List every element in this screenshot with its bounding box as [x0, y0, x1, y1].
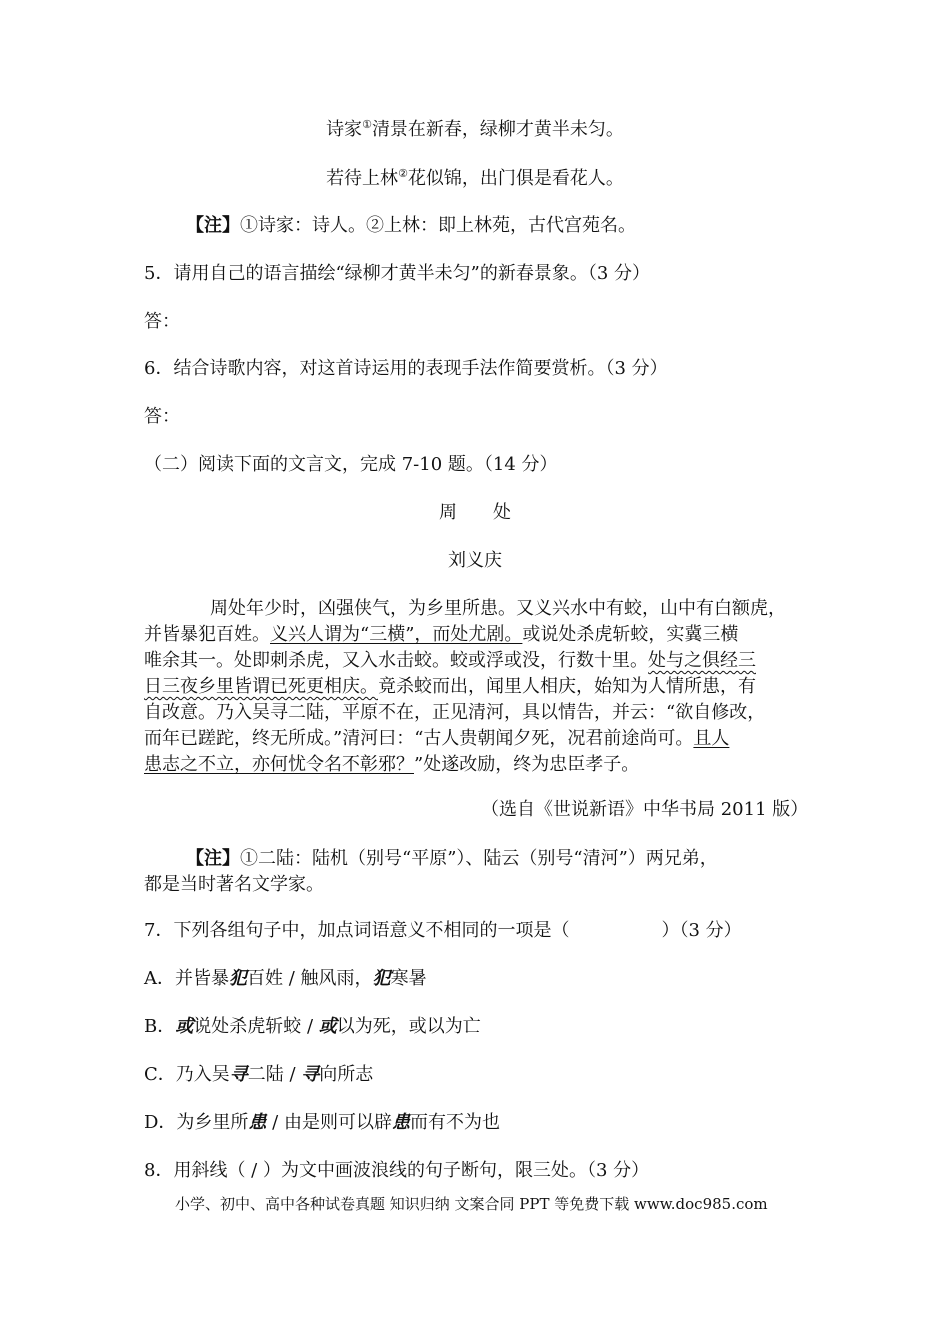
- poem-line-1: 诗家①清景在新春，绿柳才黄半未匀。: [326, 118, 624, 140]
- wavy-underlined-sentence: 处与之俱经三: [648, 650, 756, 671]
- article-author: 刘义庆: [448, 550, 502, 571]
- article-line: 自改意。乃入吴寻二陆，平原不在，正见清河，具以情告，并云：“欲自修改，: [144, 702, 766, 723]
- dotted-word: 或: [175, 1016, 194, 1037]
- article-note-line-1: 【注】①二陆：陆机（别号“平原”）、陆云（别号“清河”）两兄弟，: [186, 848, 718, 869]
- dotted-word: 或: [318, 1016, 337, 1037]
- article-line: 患志之不立，亦何忧令名不彰邪？”处遂改励，终为忠臣孝子。: [144, 754, 640, 775]
- article-note-line-2: 都是当时著名文学家。: [144, 874, 324, 895]
- question-5: 5．请用自己的语言描绘“绿柳才黄半未匀”的新春景象。（3 分）: [144, 263, 651, 284]
- dotted-word: 犯: [229, 968, 247, 989]
- question-7: 7．下列各组句子中，加点词语意义不相同的一项是（ ）（3 分）: [144, 920, 742, 941]
- dotted-word: 患: [391, 1112, 410, 1133]
- article-line: 而年已蹉跎，终无所成。”清河曰：“古人贵朝闻夕死，况君前途尚可。且人: [144, 728, 730, 749]
- option-d: D．为乡里所患 / 由是则可以辟患而有不为也: [144, 1112, 500, 1133]
- article-title: 周 处: [439, 502, 511, 523]
- footnote-mark: ②: [398, 167, 408, 180]
- poem-note: 【注】①诗家：诗人。②上林：即上林苑，古代宫苑名。: [186, 215, 636, 236]
- article-line: 唯余其一。处即刺杀虎，又入水击蛟。蛟或浮或没，行数十里。处与之俱经三: [144, 650, 756, 671]
- dotted-word: 犯: [372, 968, 391, 989]
- question-8: 8．用斜线（ / ）为文中画波浪线的句子断句，限三处。（3 分）: [144, 1160, 650, 1181]
- dotted-word: 患: [248, 1112, 267, 1133]
- underlined-sentence: 患志之不立，亦何忧令名不彰邪？: [144, 754, 414, 775]
- article-line: 日三夜乡里皆谓已死更相庆。竟杀蛟而出，闻里人相庆，始知为人情所患，有: [144, 676, 756, 697]
- option-c: C．乃入吴寻二陆 / 寻向所志: [144, 1064, 374, 1085]
- answer-6: 答：: [144, 406, 180, 427]
- answer-5: 答：: [144, 311, 180, 332]
- dotted-word: 寻: [301, 1064, 320, 1085]
- underlined-sentence: 且人: [693, 728, 730, 749]
- footnote-mark: ①: [362, 118, 372, 131]
- article-source: （选自《世说新语》中华书局 2011 版）: [481, 799, 809, 820]
- wavy-underlined-sentence: 日三夜乡里皆谓已死更相庆。: [144, 676, 378, 697]
- article-line: 并皆暴犯百姓。义兴人谓为“三横”，而处尤剧。或说处杀虎斩蛟，实冀三横: [144, 624, 739, 645]
- page-footer: 小学、初中、高中各种试卷真题 知识归纳 文案合同 PPT 等免费下载 www.doc985.com: [175, 1195, 768, 1213]
- section-heading: （二）阅读下面的文言文，完成 7-10 题。（14 分）: [144, 454, 558, 475]
- question-6: 6．结合诗歌内容，对这首诗运用的表现手法作简要赏析。（3 分）: [144, 358, 668, 379]
- article-line: 周处年少时，凶强侠气，为乡里所患。又义兴水中有蛟，山中有白额虎，: [210, 598, 786, 619]
- option-b: B．或说处杀虎斩蛟 / 或以为死，或以为亡: [144, 1016, 481, 1037]
- option-a: A．并皆暴犯百姓 / 触风雨，犯寒暑: [144, 968, 427, 989]
- poem-line-2: 若待上林②花似锦，出门俱是看花人。: [326, 167, 624, 189]
- dotted-word: 寻: [229, 1064, 248, 1085]
- underlined-sentence: 义兴人谓为“三横”，而处尤剧。: [270, 624, 523, 645]
